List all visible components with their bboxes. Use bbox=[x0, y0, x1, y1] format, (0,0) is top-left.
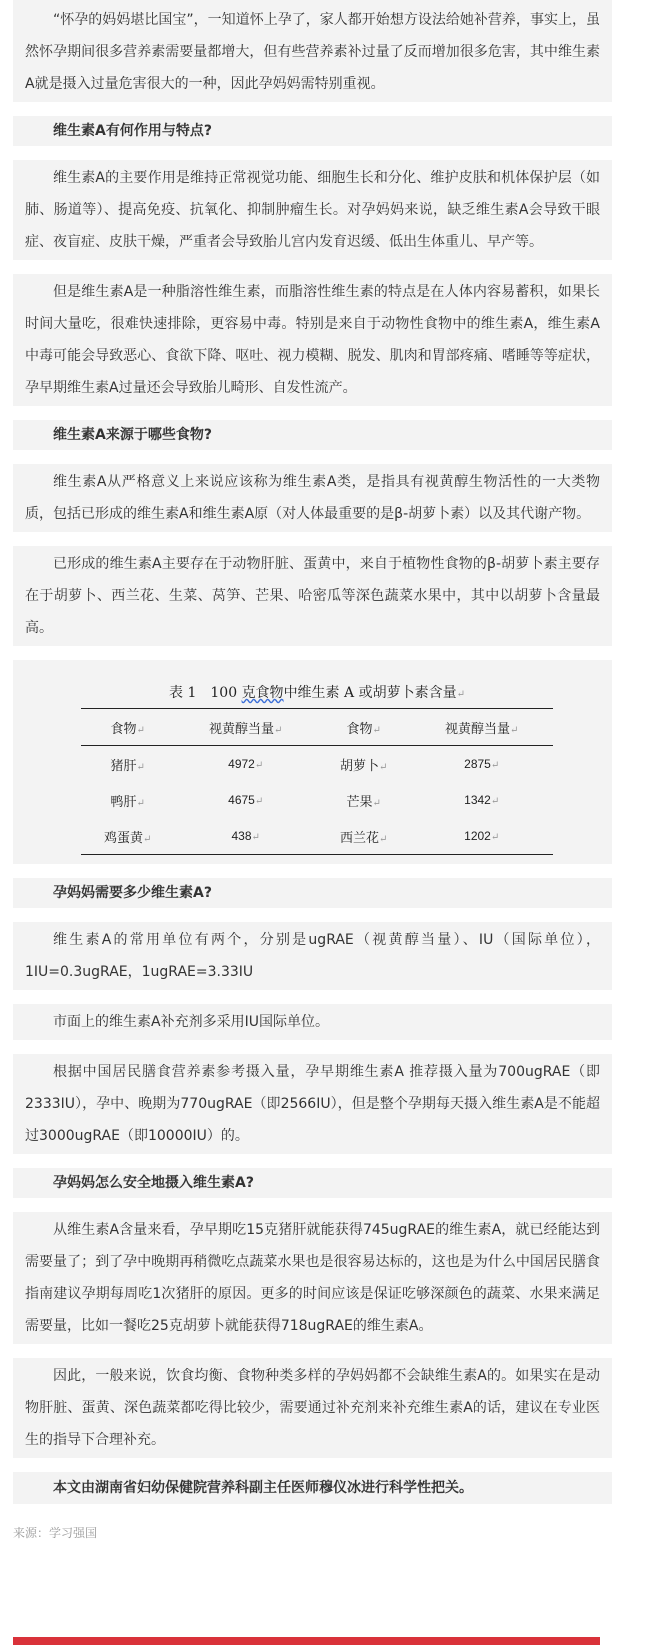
paragraph-conclusion: 因此，一般来说，饮食均衡、食物种类多样的孕妈妈都不会缺维生素A的。如果实在是动物肝脏、蛋黄、深色蔬菜都吃得比较少，需要通过补充剂来补充维生素A的话，建议在专业医生的指导下合理补充。 bbox=[13, 1358, 612, 1458]
paragraph-intake-advice: 从维生素A含量来看，孕早期吃15克猪肝就能获得745ugRAE的维生素A，就已经能达到需要量了；到了孕中晚期再稍微吃点蔬菜水果也是很容易达标的，这也是为什么中国居民膳食指南建议孕期每周吃1次猪肝的原因。更多的时间应该是保证吃够深颜色的蔬菜、水果来满足需要量，比如一餐吃25克胡萝卜就能获得718ugRAE的维生素A。 bbox=[13, 1212, 612, 1344]
paragraph-food-sources: 已形成的维生素A主要存在于动物肝脏、蛋黄中，来自于植物性食物的β-胡萝卜素主要存在于胡萝卜、西兰花、生菜、莴笋、芒果、哈密瓜等深色蔬菜水果中，其中以胡萝卜含量最高。 bbox=[13, 546, 612, 646]
table-cell-food: 猪肝↵ bbox=[110, 758, 145, 774]
paragraph-definition: 维生素A从严格意义上来说应该称为维生素A类，是指具有视黄醇生物活性的一大类物质，包括已形成的维生素A和维生素A原（对人体最重要的是β-胡萝卜素）以及其代谢产物。 bbox=[13, 464, 612, 532]
table-caption-suffix: 中维生素 A 或胡萝卜素含量 bbox=[283, 685, 457, 701]
bottom-accent-bar bbox=[13, 1637, 600, 1645]
table-header-cell: 食物↵ bbox=[317, 709, 410, 746]
table-cell-food: 芒果↵ bbox=[346, 794, 381, 810]
food-table-container bbox=[81, 678, 553, 855]
table-cell-value: 2875↵ bbox=[464, 756, 500, 771]
paragraph-supplements: 市面上的维生素A补充剂多采用IU国际单位。 bbox=[13, 1004, 612, 1040]
paragraph-function: 维生素A的主要作用是维持正常视觉功能、细胞生长和分化、维护皮肤和机体保护层（如肺、肠道等）、提高免疫、抗氧化、抑制肿瘤生长。对孕妈妈来说，缺乏维生素A会导致干眼症、夜盲症、皮肤干燥，严重者会导致胎儿宫内发育迟缓、低出生体重儿、早产等。 bbox=[13, 160, 612, 260]
food-table-image bbox=[13, 660, 612, 864]
table-cell-food: 胡萝卜↵ bbox=[339, 758, 388, 774]
table-cell-value: 438↵ bbox=[174, 818, 317, 855]
paragraph-recommended-intake: 根据中国居民膳食营养素参考摄入量，孕早期维生素A 推荐摄入量为700ugRAE（即2333IU），孕中、晚期为770ugRAE（即2566IU），但是整个孕期每天摄入维生素A是不能超过3000ugRAE（即10000IU）的。 bbox=[13, 1054, 612, 1154]
table-row bbox=[81, 818, 553, 855]
section-heading-safe-intake: 孕妈妈怎么安全地摄入维生素A? bbox=[13, 1168, 612, 1198]
intro-paragraph: “怀孕的妈妈堪比国宝”，一知道怀上孕了，家人都开始想方设法给她补营养，事实上，虽然怀孕期间很多营养素需要量都增大，但有些营养素补过量了反而增加很多危害，其中维生素A就是摄入过量危害很大的一种，因此孕妈妈需特别重视。 bbox=[13, 0, 612, 102]
table-caption-underlined: 克食物 bbox=[241, 685, 284, 701]
paragraph-fat-soluble: 但是维生素A是一种脂溶性维生素，而脂溶性维生素的特点是在人体内容易蓄积，如果长时间大量吃，很难快速排除，更容易中毒。特别是来自于动物性食物中的维生素A，维生素A中毒可能会导致恶心、食欲下降、呕吐、视力模糊、脱发、肌肉和胃部疼痛、嗜睡等等症状，孕早期维生素A过量还会导致胎儿畸形、自发性流产。 bbox=[13, 274, 612, 406]
table-header-row bbox=[81, 709, 553, 746]
table-row bbox=[81, 782, 553, 818]
table-cell-value: 1342↵ bbox=[464, 792, 500, 807]
table-header-cell: 视黄醇当量↵ bbox=[174, 709, 317, 746]
table-cell-value: 1202↵ bbox=[410, 818, 553, 855]
paragraph-units: 维生素A的常用单位有两个，分别是ugRAE（视黄醇当量）、IU（国际单位），1IU=0.3ugRAE，1ugRAE=3.33IU bbox=[13, 922, 612, 990]
expert-credit: 本文由湖南省妇幼保健院营养科副主任医师穆仪冰进行科学性把关。 bbox=[13, 1472, 612, 1504]
table-cell-value: 4972↵ bbox=[228, 756, 264, 771]
section-heading-sources: 维生素A来源于哪些食物? bbox=[13, 420, 612, 450]
table-row bbox=[81, 746, 553, 783]
table-cell-food: 西兰花↵ bbox=[317, 818, 410, 855]
section-heading-amount: 孕妈妈需要多少维生素A? bbox=[13, 878, 612, 908]
vitamin-a-content-table bbox=[81, 708, 553, 855]
table-caption-prefix: 表 1 100 bbox=[169, 685, 242, 701]
table-cell-value: 4675↵ bbox=[228, 792, 264, 807]
section-heading-function: 维生素A有何作用与特点? bbox=[13, 116, 612, 146]
source-label: 来源：学习强国 bbox=[13, 1526, 98, 1540]
table-caption bbox=[81, 678, 553, 708]
table-cell-food: 鸭肝↵ bbox=[110, 794, 145, 810]
table-header-cell: 视黄醇当量↵ bbox=[410, 709, 553, 746]
paragraph-mark: ↵ bbox=[456, 689, 465, 700]
table-cell-food: 鸡蛋黄↵ bbox=[81, 818, 174, 855]
table-header-cell: 食物↵ bbox=[81, 709, 174, 746]
